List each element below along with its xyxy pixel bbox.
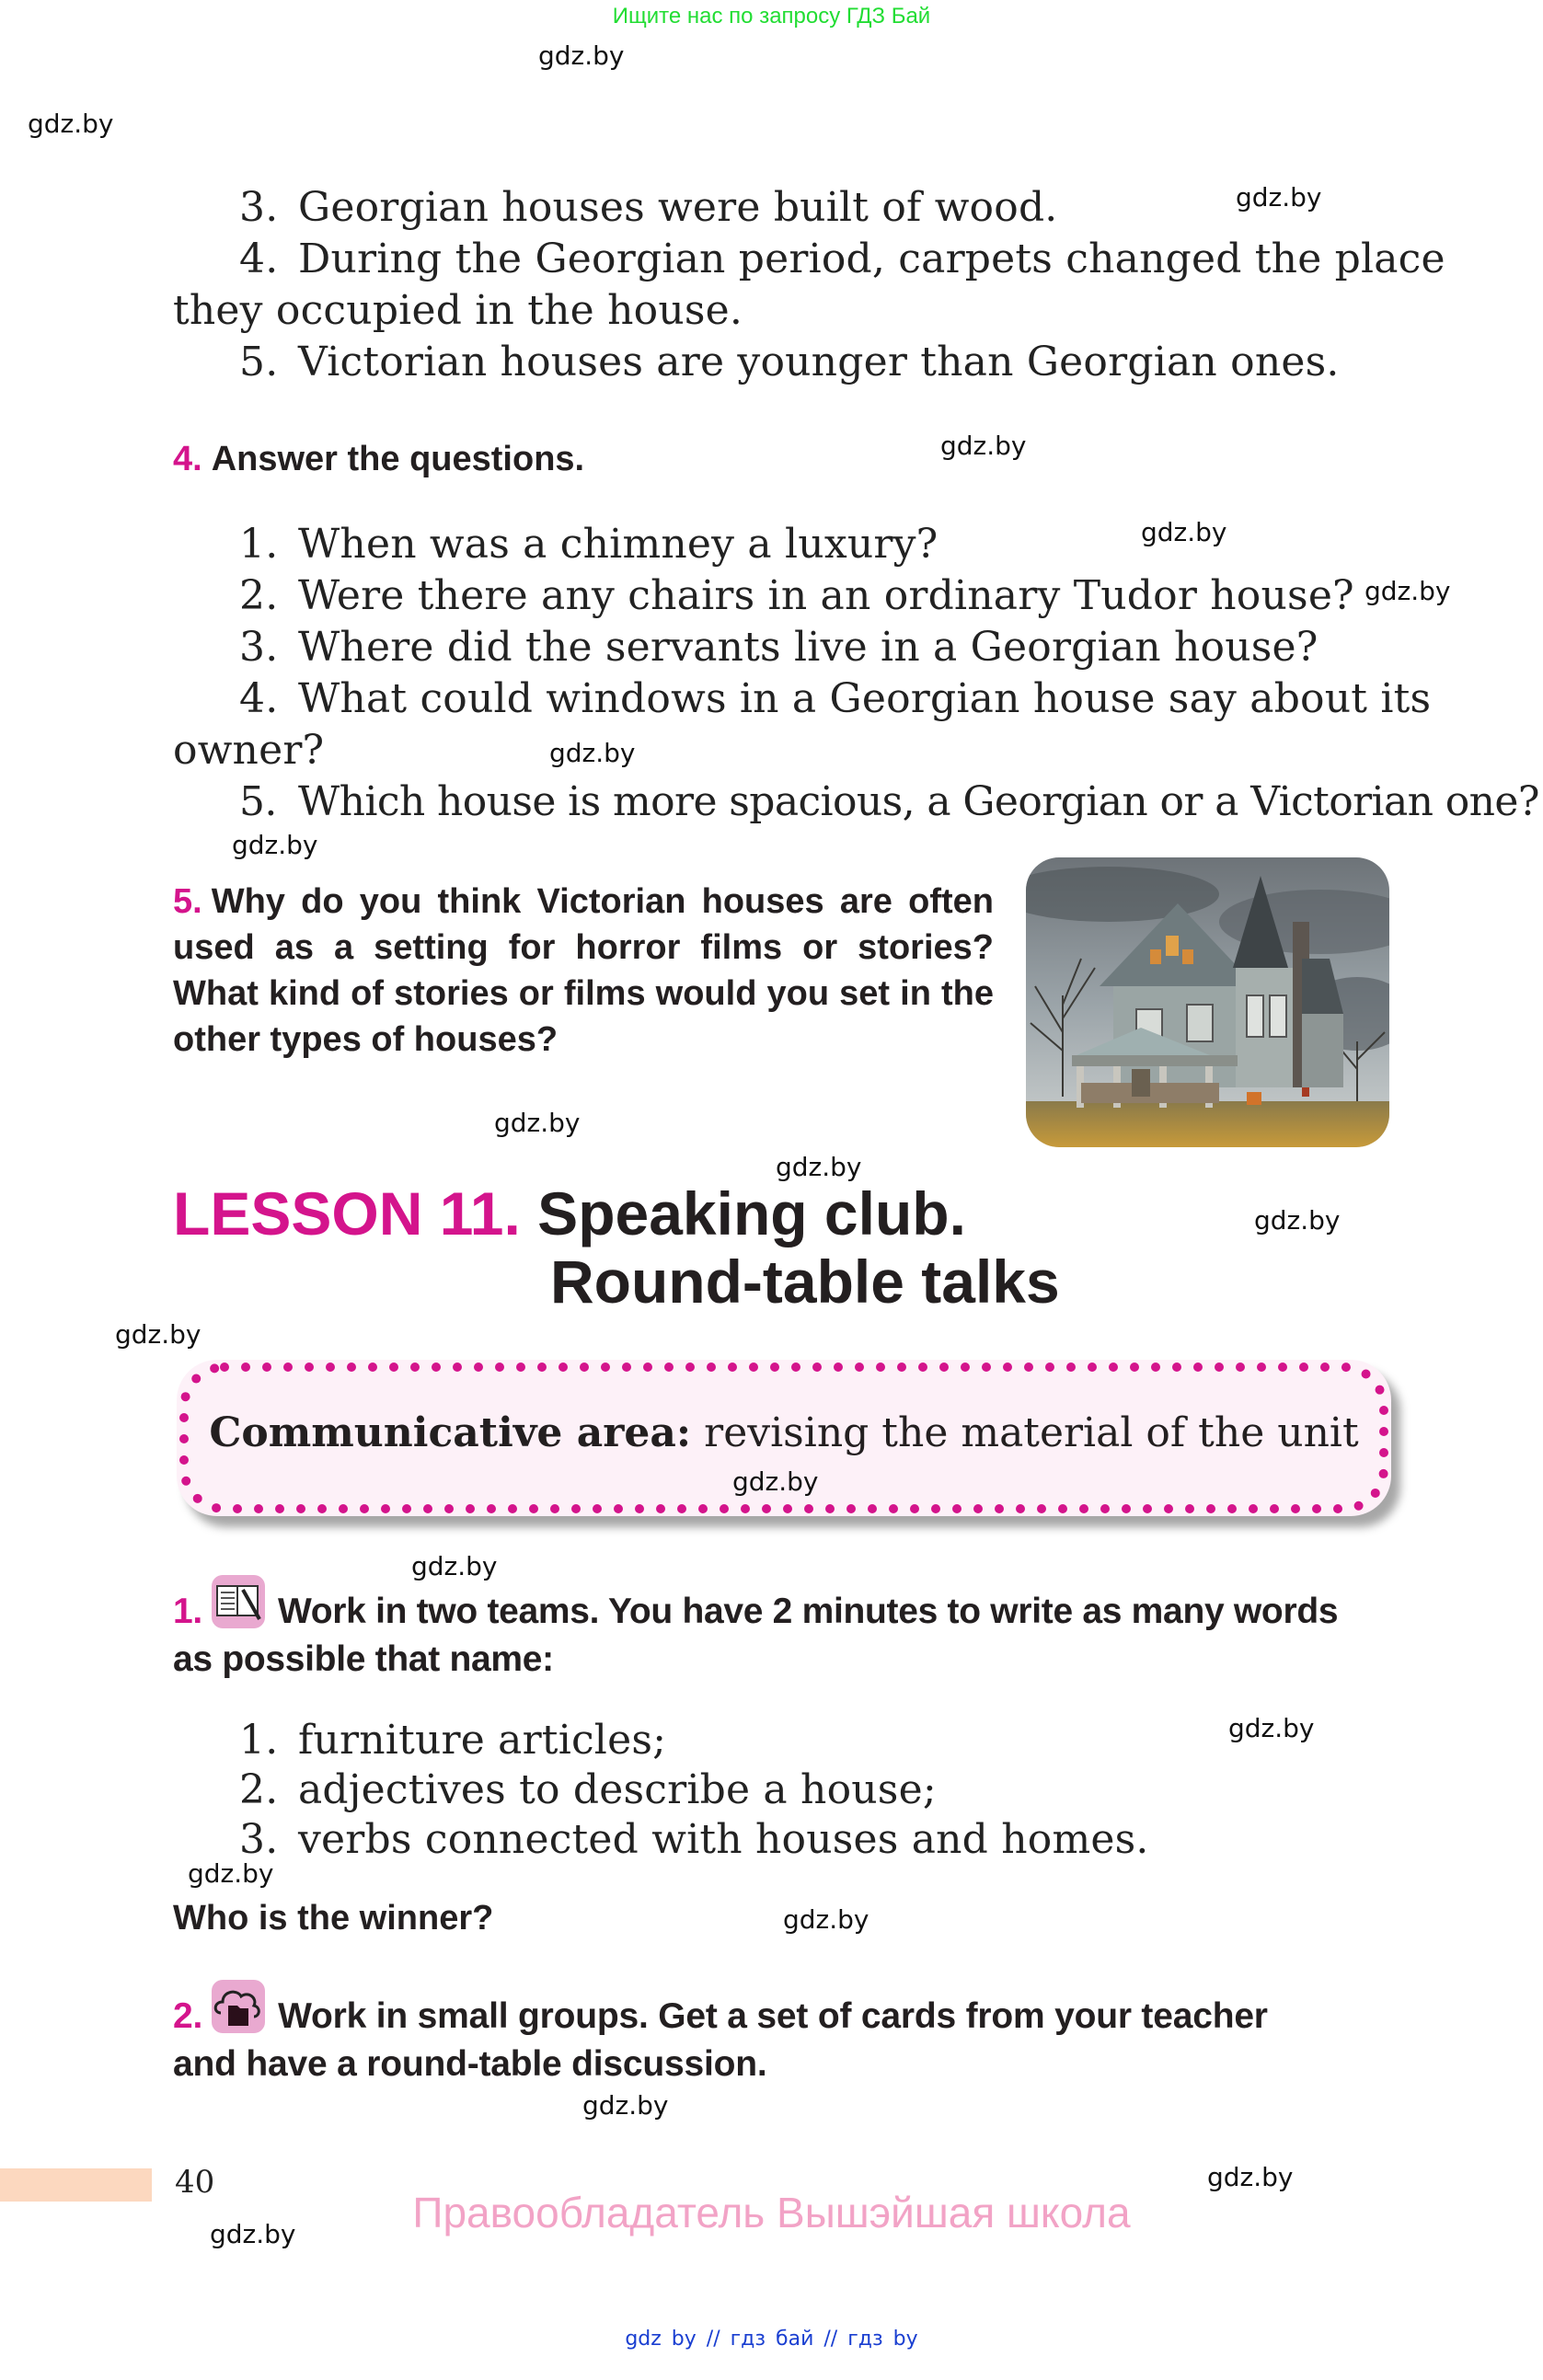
copyright-notice: Правообладатель Вышэйшая школа [412,2189,1131,2236]
list-item: 3. Georgian houses were built of wood. [239,184,1058,231]
house-image [1026,857,1389,1147]
watermark: gdz.by [1228,1713,1315,1743]
lesson-title-line-1: Speaking club. [537,1179,966,1247]
exercise-1: 1. Work in two teams. You have 2 minutes to write as many words as possible that name: [173,1575,1338,1684]
watermark: gdz.by [783,1904,869,1935]
list-item: 2. adjectives to describe a house; [239,1766,937,1813]
question-item: 2. Were there any chairs in an ordinary Tudor house? [239,572,1354,619]
watermark: gdz.by [210,2219,296,2249]
watermark: gdz.by [549,738,636,768]
watermark: gdz.by [188,1858,274,1889]
victorian-house-photo [1026,857,1389,1147]
watermark: gdz.by [28,109,114,139]
top-banner: Ищите нас по запросу ГДЗ Бай [612,4,931,29]
watermark: gdz.by [776,1152,862,1182]
watermark: gdz.by [940,431,1027,461]
bottom-banner: gdz by // гдз бай // гдз by [625,2328,918,2351]
list-item: 3. verbs connected with houses and homes. [239,1816,1149,1863]
watermark: gdz.by [1141,517,1227,547]
watermark: gdz.by [582,2090,669,2121]
question-item: 5. Which house is more spacious, a Georgian or a Victorian one? [239,778,1539,825]
watermark: gdz.by [1207,2162,1294,2192]
list-item: 1. furniture articles; [239,1717,667,1764]
page-number: 40 [175,2164,215,2201]
watermark: gdz.by [732,1466,819,1497]
lesson-title-line-2: Round-table talks [550,1247,1060,1316]
lesson-number: LESSON 11. [173,1179,521,1247]
exercise-2: 2. Work in small groups. Get a set of cards from your teacher and have a round-table discussion. [173,1980,1268,2088]
watermark: gdz.by [232,830,318,860]
task-4-heading: 4. Answer the questions. [173,440,585,478]
watermark: gdz.by [1365,576,1451,606]
list-item: 5. Victorian houses are younger than Georgian ones. [239,339,1340,385]
lesson-heading [173,1179,966,1247]
lesson-title-line-2-wrap [550,1247,1060,1316]
task-5-text: 5. Why do you think Victorian houses are often used as a setting for horror films or stories? What kind of stories or films would you set in the other types of houses? [173,882,994,1059]
question-item-continuation: owner? [173,727,325,774]
watermark: gdz.by [1254,1205,1341,1236]
question-item: 1. When was a chimney a luxury? [239,521,938,568]
watermark: gdz.by [1236,182,1322,213]
watermark: gdz.by [538,40,625,71]
question-item: 4. What could windows in a Georgian house say about its [239,675,1432,722]
list-item: 4. During the Georgian period, carpets changed the place [239,236,1445,282]
watermark: gdz.by [115,1319,202,1350]
notebook-pencil-icon [212,1575,265,1628]
question-item: 3. Where did the servants live in a Georgian house? [239,624,1318,671]
cloud-folder-icon [212,1980,265,2033]
watermark: gdz.by [494,1108,581,1138]
communicative-area-text: Communicative area: revising the material of the unit [209,1409,1359,1456]
watermark: gdz.by [411,1551,498,1581]
exercise-1-followup: Who is the winner? [173,1899,494,1937]
list-item-continuation: they occupied in the house. [173,287,743,334]
